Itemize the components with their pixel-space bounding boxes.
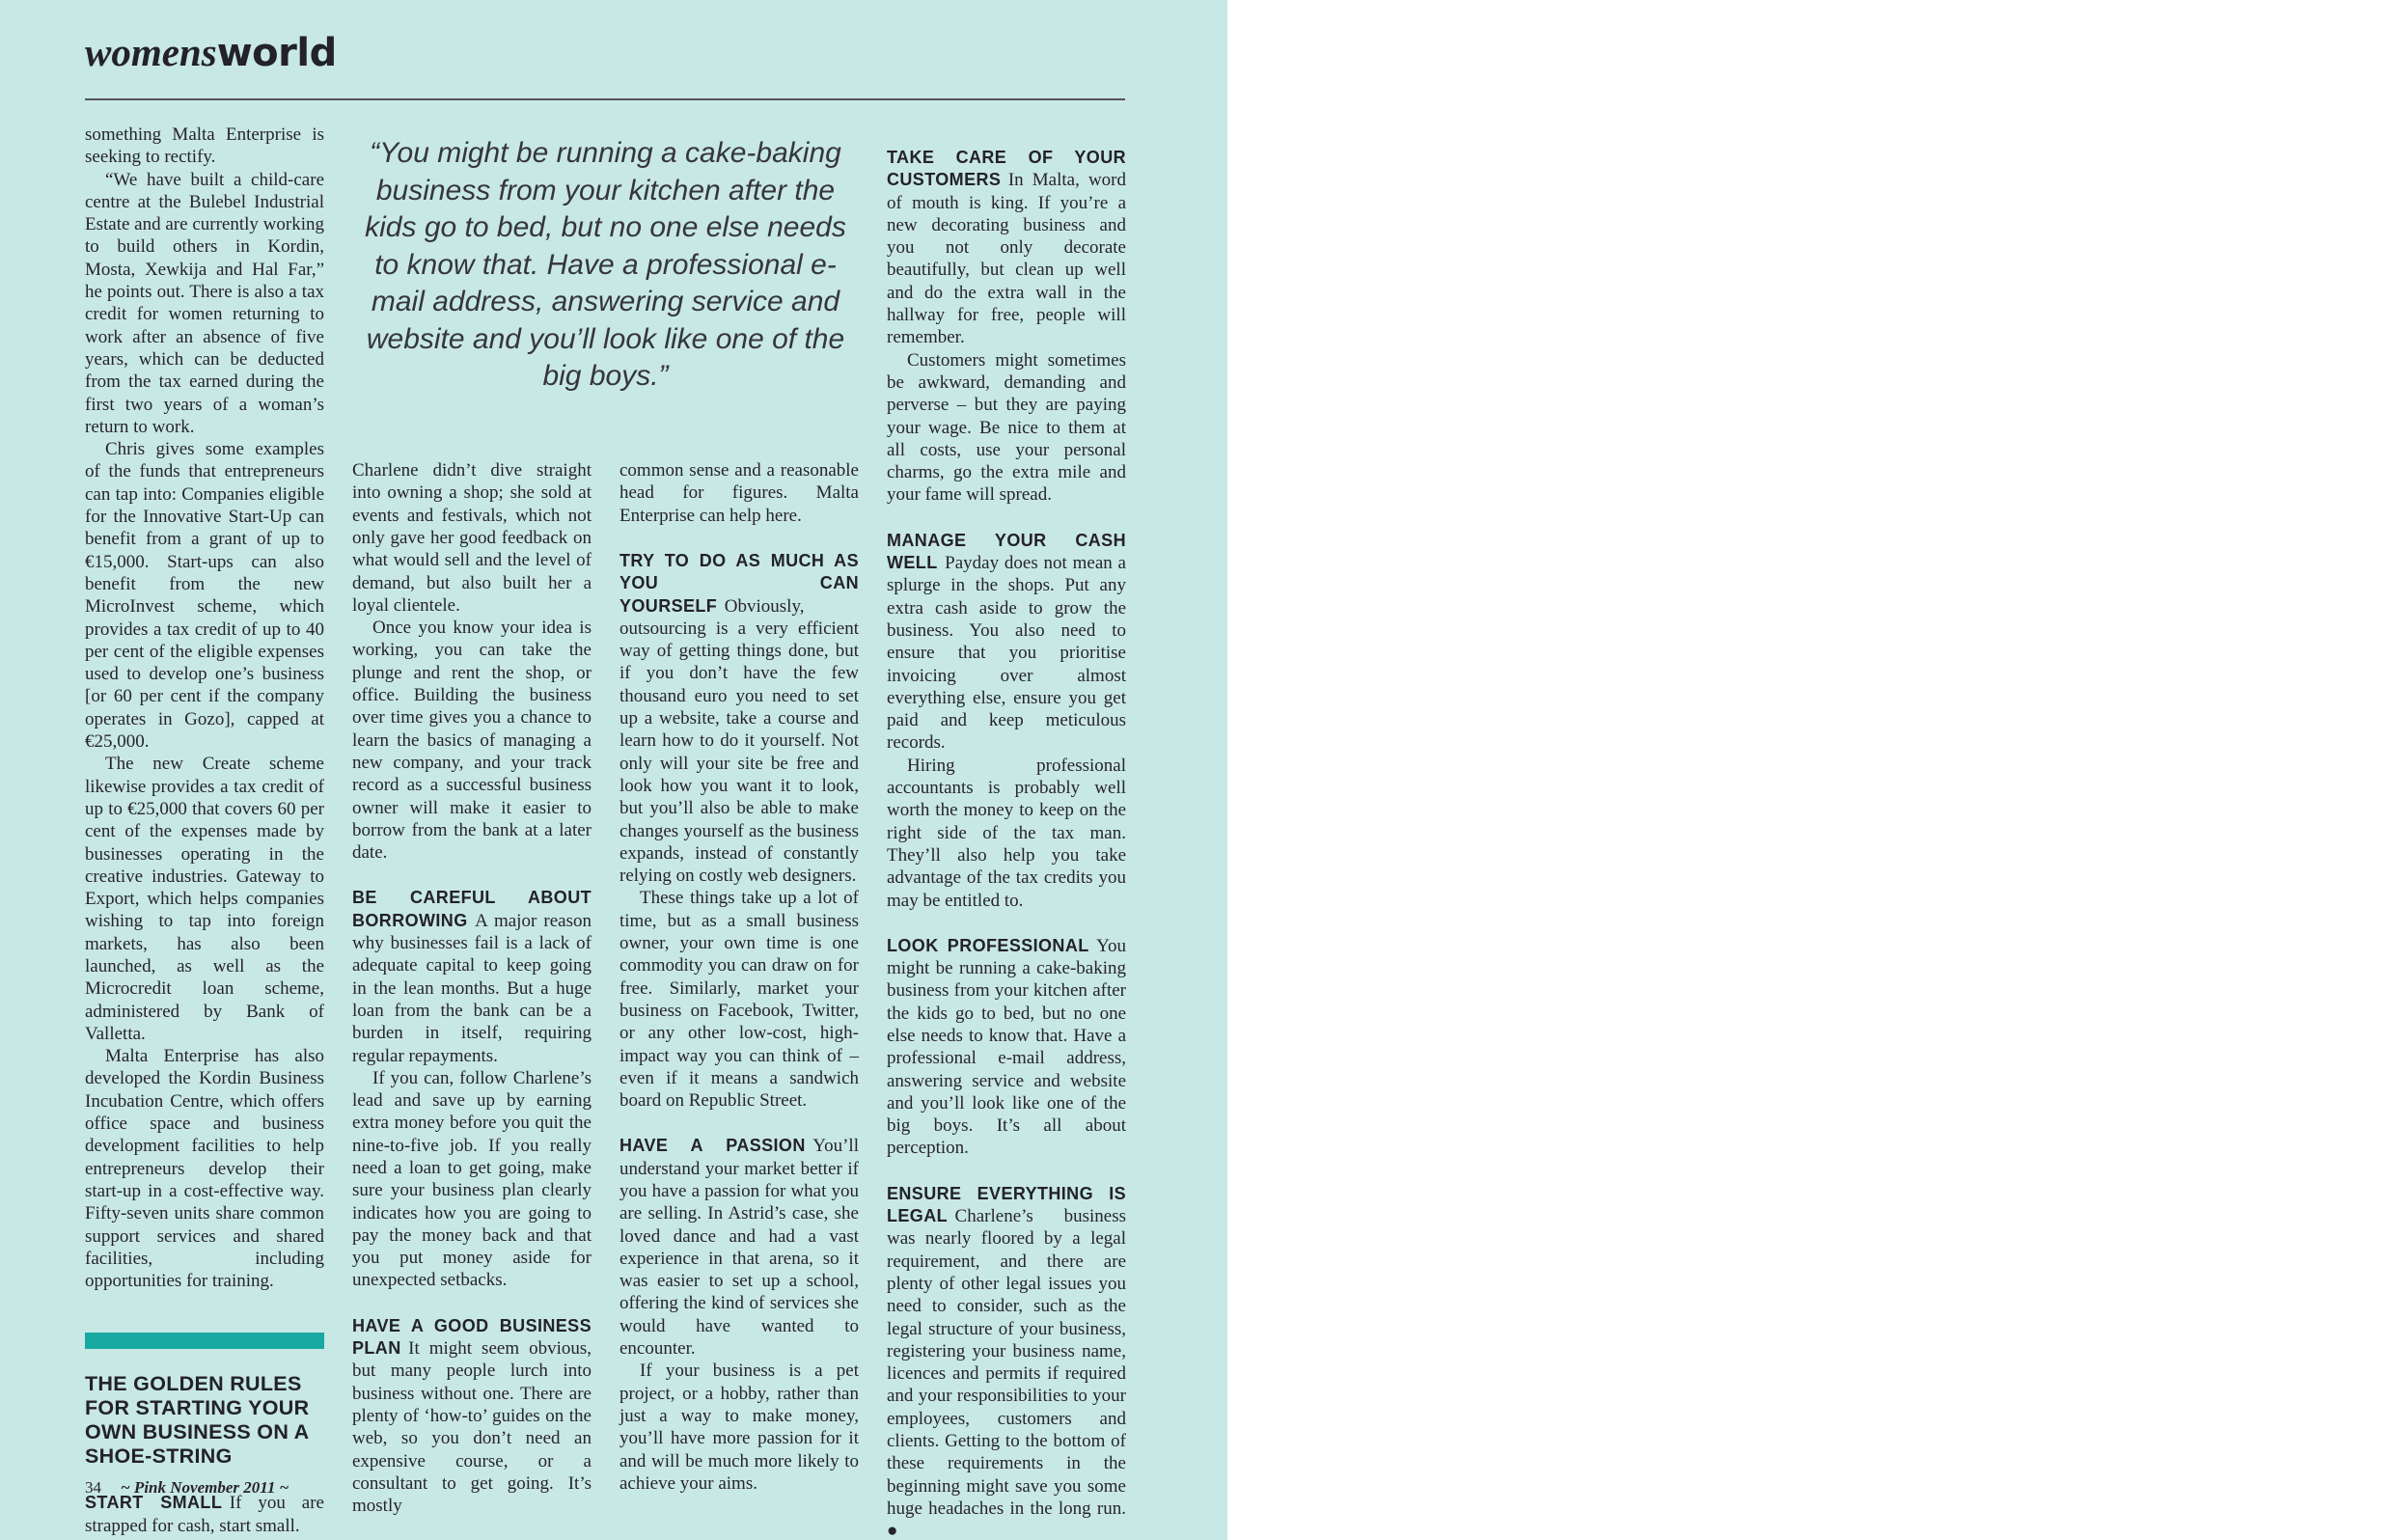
section-body: You might be running a cake-baking business from your kitchen after the kids go to bed, but no one else needs to know that. Have a professional e-mail address, answering service and website and you’ll look like one of the big boys. It’s all about perception. <box>887 935 1126 1159</box>
section-paragraph <box>887 530 1126 755</box>
body-paragraph: Customers might sometimes be awkward, demanding and perverse – but they are paying your wage. Be nice to them at all costs, use your personal charms, go the extra mile and your fame will spread. <box>887 349 1126 506</box>
body-paragraph: “We have built a child-care centre at the Bulebel Industrial Estate and are currently working to build others in Kordin, Mosta, Xewkija and Hal Far,” he points out. There is also a tax credit for women returning to work after an absence of five years, which can be deducted from the tax earned during the first two years of a woman’s return to work. <box>85 169 324 437</box>
section-paragraph <box>85 1492 324 1537</box>
section-head: MANAGE YOUR CASH WELL <box>887 530 1126 573</box>
section-head: BE CAREFUL ABOUT BORROWING <box>352 888 592 930</box>
masthead <box>85 30 337 75</box>
section-head: START SMALL <box>85 1493 223 1513</box>
text-column-4 <box>887 124 1126 1540</box>
body-paragraph: These things take up a lot of time, but as a small business owner, your own time is one commodity you can draw on for free. Similarly, market your business on Facebook, Twitter, or any other low-cost, high-impact way you can think of – even if it means a sandwich board on Republic Street. <box>619 888 859 1112</box>
text-column-2 <box>352 459 592 1540</box>
section-body: If you are strapped for cash, start small. <box>85 1493 324 1536</box>
text-column-3 <box>619 459 859 1540</box>
body-paragraph: common sense and a reasonable head for figures. Malta Enterprise can help here. <box>619 460 859 526</box>
accent-bar <box>85 1333 324 1349</box>
section-body: It might seem obvious, but many people lurch into business without one. There are plenty of ‘how-to’ guides on the web, so you don’t need an expensive course, or a consultant to get going. It’s mostly <box>352 1338 592 1517</box>
section-paragraph <box>619 550 859 887</box>
section-head: HAVE A GOOD BUSINESS PLAN <box>352 1315 592 1359</box>
section-head: ENSURE EVERYTHING IS LEGAL <box>887 1183 1126 1226</box>
page-number: 34 <box>85 1478 101 1497</box>
section-head: TAKE CARE OF YOUR CUSTOMERS <box>887 148 1126 190</box>
issue-label: ~ Pink November 2011 ~ <box>121 1478 289 1497</box>
body-paragraph: If you can, follow Charlene’s lead and save up by earning extra money before you quit the nine-to-five job. If you really need a loan to get going, make sure your business plan clearly indicates how you are going to pay the money back and that you put money aside for unexpected setbacks. <box>352 1067 592 1291</box>
body-paragraph: Chris gives some examples of the funds that entrepreneurs can tap into: Companies eligible for the Innovative Start-Up can benefit from a grant of up to €15,000. Start-ups can also benefit from the new MicroInvest scheme, which provides a tax credit of up to 40 per cent of the eligible expenses used to develop one’s business [or 60 per cent if the company operates in Gozo], capped at €25,000. <box>85 439 324 753</box>
page-footer <box>85 1479 289 1496</box>
box-heading: THE GOLDEN RULES FOR STARTING YOUR OWN BUSINESS ON A SHOE-STRING <box>85 1372 310 1469</box>
section-body: A major reason why businesses fail is a lack of adequate capital to keep going in the lean months. But a huge loan from the bank can be a burden in itself, requiring regular repayments. <box>352 910 592 1066</box>
body-paragraph: Once you know your idea is working, you can take the plunge and rent the shop, or office. Building the business over time gives you a chance to learn the basics of managing a new company, and your track record as a successful business owner will make it easier to borrow from the bank at a later date. <box>352 618 592 864</box>
body-paragraph: Hiring professional accountants is probably well worth the money to keep on the right side of the tax man. They’ll also help you take advantage of the tax credits you may be entitled to. <box>887 755 1126 911</box>
section-paragraph <box>352 1315 592 1518</box>
section-paragraph <box>619 1135 859 1360</box>
section-paragraph <box>887 1183 1126 1540</box>
masthead-rule <box>85 98 1125 100</box>
section-body: In Malta, word of mouth is king. If you’re a new decorating business and you not only decorate beautifully, but clean up well and do the extra wall in the hallway for free, people will remember. <box>887 170 1126 348</box>
section-head: TRY TO DO AS MUCH AS YOU CAN YOURSELF <box>619 550 859 616</box>
body-paragraph: Charlene didn’t dive straight into owning a shop; she sold at events and festivals, which not only gave her good feedback on what would sell and the level of demand, but also built her a loyal clientele. <box>352 460 592 616</box>
section-body: Payday does not mean a splurge in the shops. Put any extra cash aside to grow the business. You also need to ensure that you prioritise invoicing over almost everything else, ensure you get paid and keep meticulous records. <box>887 553 1126 754</box>
section-body: Charlene’s business was nearly floored by a legal requirement, and there are plenty of other legal issues you need to consider, such as the legal structure of your business, registering your business name, licences and permits if required and your responsibilities to your employees, customers and clients. Getting to the bottom of these requirements in the beginning might save you some huge headaches in the long run. ● <box>887 1206 1126 1540</box>
body-paragraph: If your business is a pet project, or a hobby, rather than just a way to make money, you’ll have more passion for it and will be much more likely to achieve your aims. <box>619 1361 859 1494</box>
section-body: Obviously, outsourcing is a very efficient way of getting things done, but if you don’t have the few thousand euro you need to set up a website, take a course and learn how to do it yourself. Not only will your site be free and look how you want it to look, but you’ll also be able to make changes yourself as the business expands, instead of constantly relying on costly web designers. <box>619 595 859 887</box>
body-paragraph: something Malta Enterprise is seeking to rectify. <box>85 124 324 168</box>
masthead-brand-italic: womens <box>85 30 217 74</box>
masthead-brand-bold: world <box>216 31 337 75</box>
section-head: HAVE A PASSION <box>619 1136 806 1156</box>
section-body: You’ll understand your market better if you have a passion for what you are selling. In Astrid’s case, she loved dance and had a vast experience in that arena, so it was easier to set up a school, offering the kind of services she would have wanted to encounter. <box>619 1136 859 1360</box>
article-grid <box>85 124 1127 1540</box>
body-paragraph: The new Create scheme likewise provides a tax credit of up to €25,000 that covers 60 per cent of the expenses made by businesses operating in the creative industries. Gateway to Export, which helps companies wishing to tap into foreign markets, has also been launched, as well as the Microcredit loan scheme, administered by Bank of Valletta. <box>85 754 324 1044</box>
section-paragraph <box>887 935 1126 1160</box>
body-paragraph: Malta Enterprise has also developed the Kordin Business Incubation Centre, which offers office space and business development facilities to help entrepreneurs develop their start-up in a cost-effective way. Fifty-seven units share common support services and shared facilities, including opportunities for training. <box>85 1046 324 1292</box>
section-paragraph <box>352 887 592 1066</box>
text-column-1 <box>85 124 324 1540</box>
pull-quote: “You might be running a cake-baking business from your kitchen after the kids go to bed, but no one else needs to know that. Have a professional e-mail address, answering service and website and you’ll look like one of the big boys.” <box>365 137 846 392</box>
section-paragraph <box>887 147 1126 349</box>
section-head: LOOK PROFESSIONAL <box>887 935 1089 955</box>
